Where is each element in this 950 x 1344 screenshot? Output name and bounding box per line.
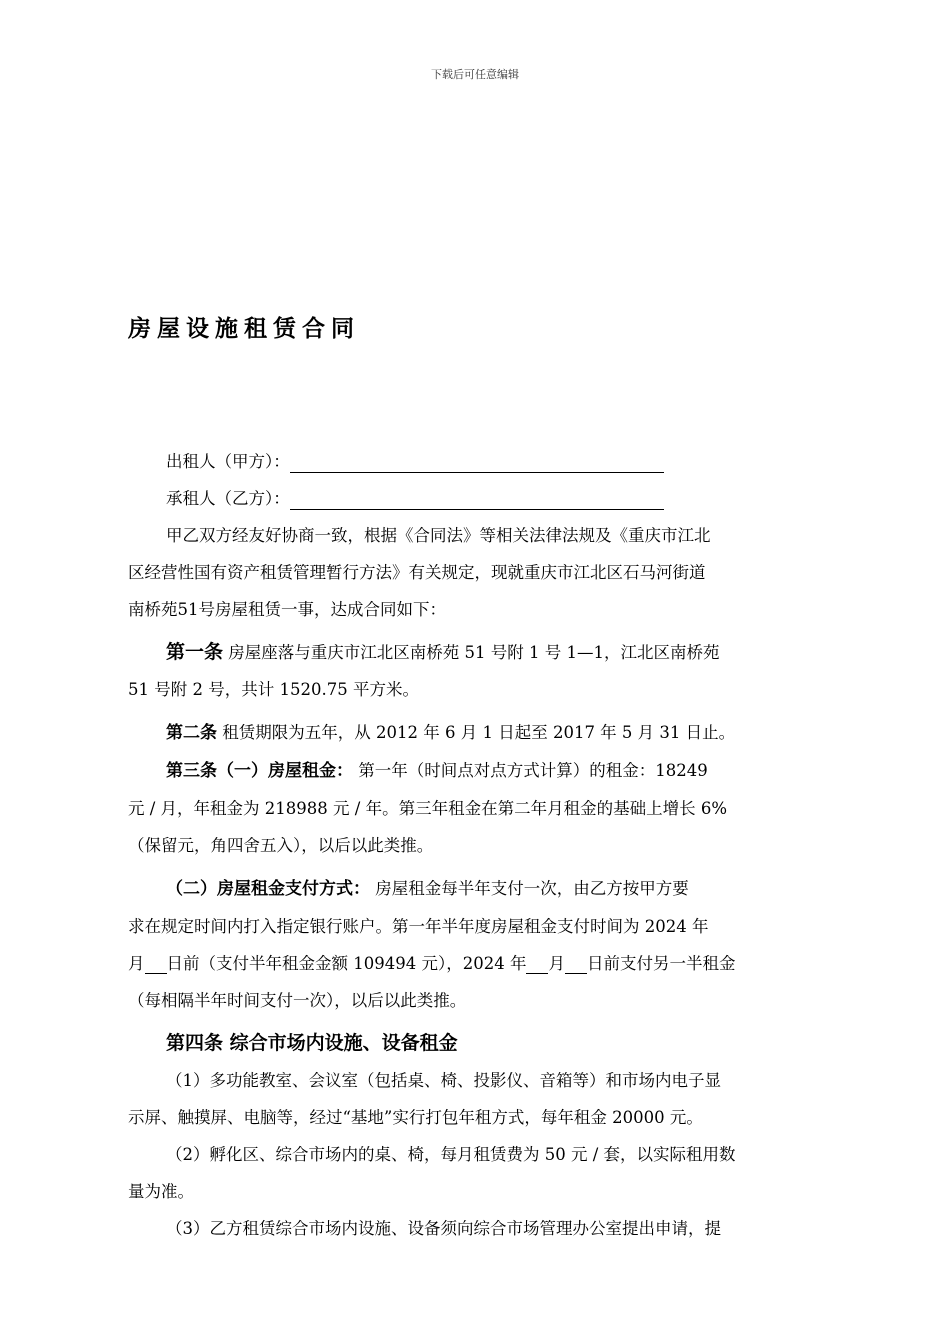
article-3-text: 第一年（时间点对点方式计算）的租金：18249 (358, 761, 708, 780)
article-3b-line-1 (128, 870, 808, 908)
article-1-text: 房屋座落与重庆市江北区南桥苑 51 号附 1 号 1—1，江北区南桥苑 (228, 643, 720, 662)
article-2-heading: 第二条 (166, 723, 217, 743)
article-1-line-2: 51 号附 2 号，共计 1520.75 平方米。 (128, 680, 419, 699)
month-blank-2 (526, 955, 548, 974)
intro-line-2: 区经营性国有资产租赁管理暂行方法》有关规定，现就重庆市江北区石马河街道 (128, 563, 706, 582)
text-payment-2: 日前支付另一半租金 (586, 954, 736, 973)
article-3b-heading: （二）房屋租金支付方式： (166, 879, 370, 899)
day-blank-1 (145, 955, 167, 974)
contract-body (128, 443, 808, 1247)
intro-line-1: 甲乙双方经友好协商一致，根据《合同法》等相关法律法规及《重庆市江北 (166, 526, 711, 545)
text-month-1: 月 (128, 954, 145, 973)
article-3-line-3: （保留元，角四舍五入），以后以此类推。 (128, 836, 434, 855)
article-4-p2-line-1: （2）孵化区、综合市场内的桌、椅，每月租赁费为 50 元 / 套，以实际租用数 (166, 1145, 736, 1164)
day-blank-2 (565, 955, 587, 974)
article-1-heading: 第一条 (166, 641, 224, 663)
article-3-heading: 第三条（一）房屋租金： (166, 761, 353, 781)
lessor-row (128, 443, 808, 480)
article-4-p2-line-2: 量为准。 (128, 1182, 194, 1201)
lessor-label: 出租人（甲方）： (166, 452, 290, 471)
intro-line-3: 南桥苑51号房屋租赁一事，达成合同如下： (128, 600, 446, 619)
text-payment-1: 日前（支付半年租金金额 109494 元），2024 年 (166, 954, 527, 973)
article-1-line-1 (128, 634, 808, 671)
document-title: 房屋设施租赁合同 (128, 316, 360, 342)
article-3-line-1 (128, 752, 808, 790)
article-3b-line-3 (128, 945, 808, 982)
article-3b-line-4: （每相隔半年时间支付一次），以后以此类推。 (128, 991, 467, 1010)
lessor-fill-line (290, 450, 664, 473)
lessee-label: 承租人（乙方）： (166, 489, 290, 508)
article-3b-line-2: 求在规定时间内打入指定银行账户。第一年半年度房屋租金支付时间为 2024 年 (128, 917, 709, 936)
article-4-p3-line-1: （3）乙方租赁综合市场内设施、设备须向综合市场管理办公室提出申请，提 (166, 1219, 721, 1238)
article-3-line-2: 元 / 月，年租金为 218988 元 / 年。第三年租金在第二年月租金的基础上增长 6% (128, 799, 727, 818)
header-note: 下载后可任意编辑 (431, 68, 519, 81)
article-3b-text: 房屋租金每半年支付一次，由乙方按甲方要 (375, 879, 689, 898)
article-4-p1-line-1: （1）多功能教室、会议室（包括桌、椅、投影仪、音箱等）和市场内电子显 (166, 1071, 721, 1090)
text-month-2: 月 (548, 954, 565, 973)
article-4-heading-line (128, 1025, 808, 1062)
article-4-p1-line-2: 示屏、触摸屏、电脑等，经过“基地”实行打包年租方式，每年租金 20000 元。 (128, 1108, 703, 1127)
lessee-fill-line (290, 487, 664, 510)
article-2-text: 租赁期限为五年，从 2012 年 6 月 1 日起至 2017 年 5 月 31 日止。 (222, 723, 736, 742)
lessee-row (128, 480, 808, 517)
article-4-heading: 第四条 综合市场内设施、设备租金 (166, 1032, 458, 1054)
article-2 (128, 714, 808, 752)
